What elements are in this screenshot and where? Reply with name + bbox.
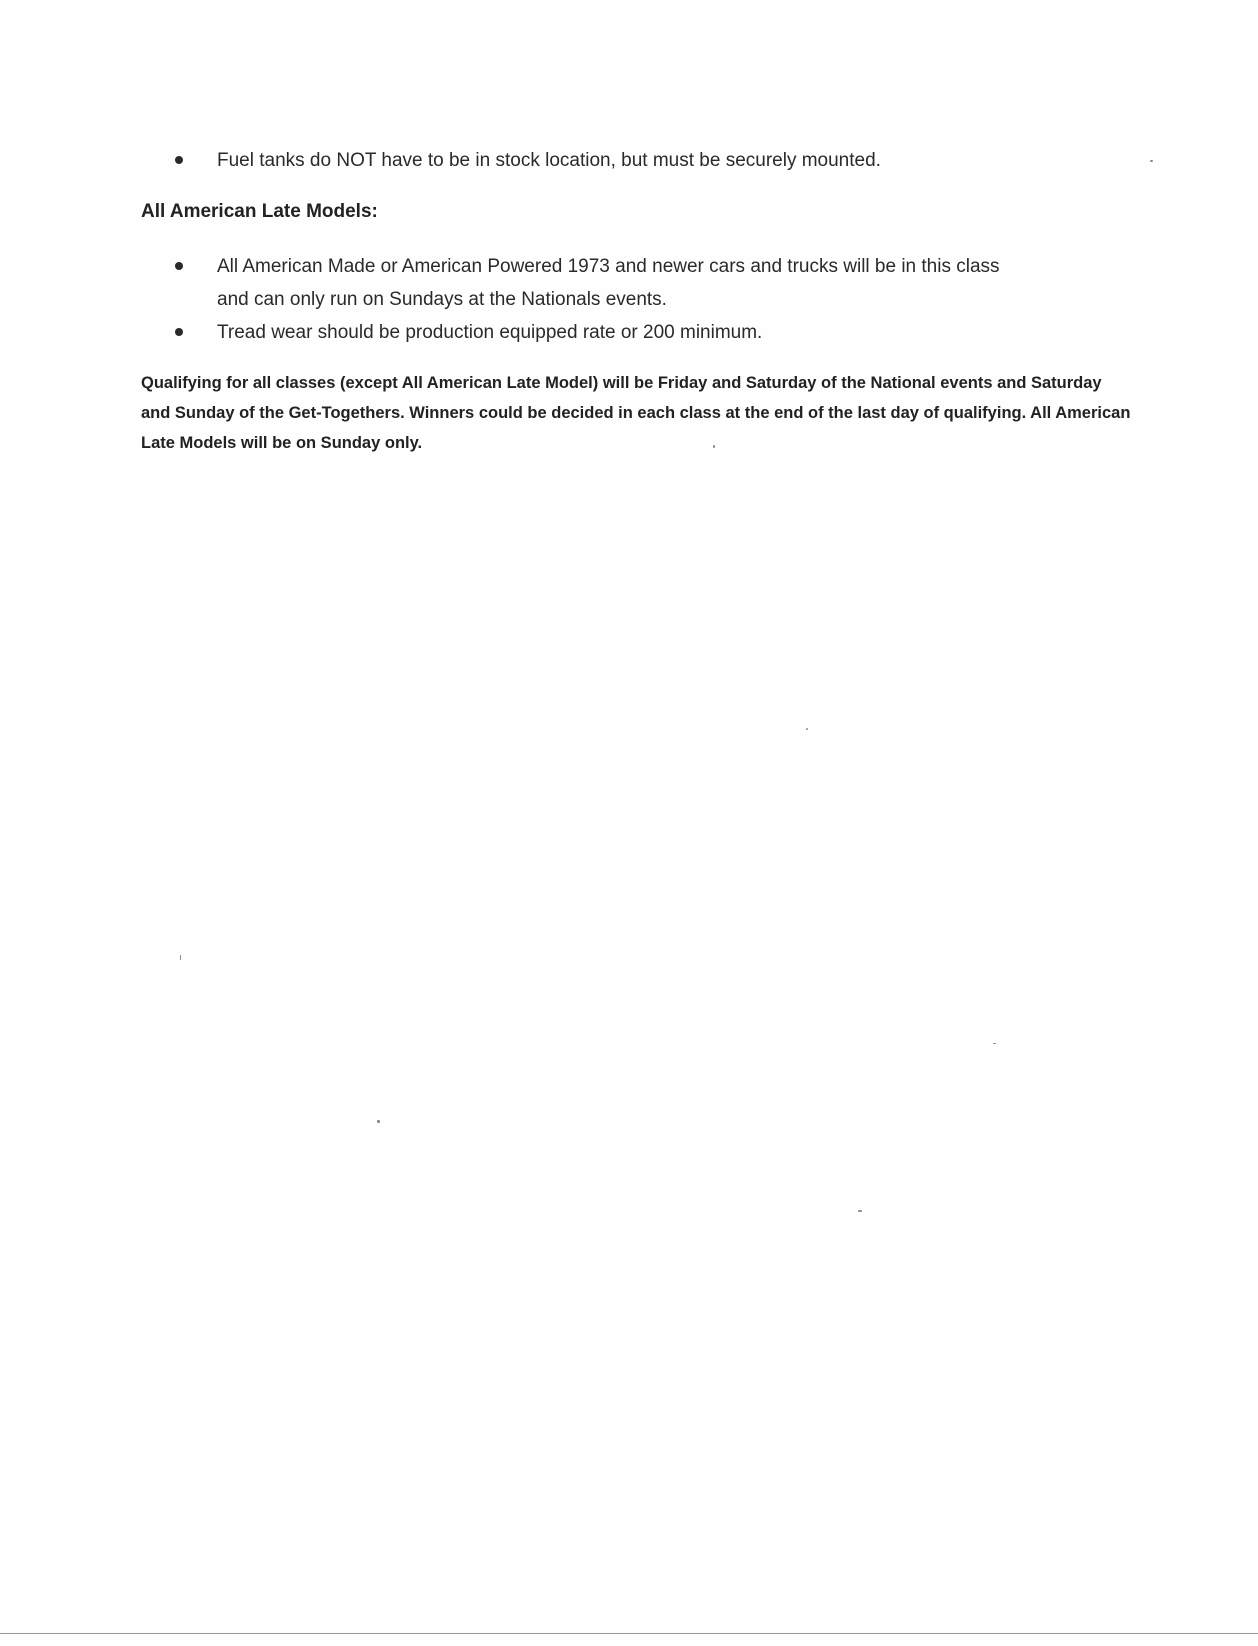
bullet-item-text: Tread wear should be production equipped rate or 200 minimum. [217,322,763,343]
bullet-item-text: All American Made or American Powered 1973 and newer cars and trucks will be in this class and can only run on Sundays at the Nationals events. [217,256,1000,310]
bullet-item-text: Fuel tanks do NOT have to be in stock location, but must be securely mounted. [217,150,881,171]
section-heading: All American Late Models: [141,201,378,222]
scan-edge-line [0,1633,1258,1634]
bullet-item-american-made [175,250,1105,316]
bullet-item-fuel-tanks [175,144,1105,177]
bullet-icon [175,156,183,164]
qualifying-note: Qualifying for all classes (except All American Late Model) will be Friday and Saturday of the National events and Saturday and Sunday of the Get-Togethers. Winners could be decided in each class at the end of the last day of qualifying. All American Late Models will be on Sunday only. [141,374,1131,452]
bullet-icon [175,328,183,336]
bullet-item-tread-wear [175,316,1105,349]
bullet-icon [175,262,183,270]
